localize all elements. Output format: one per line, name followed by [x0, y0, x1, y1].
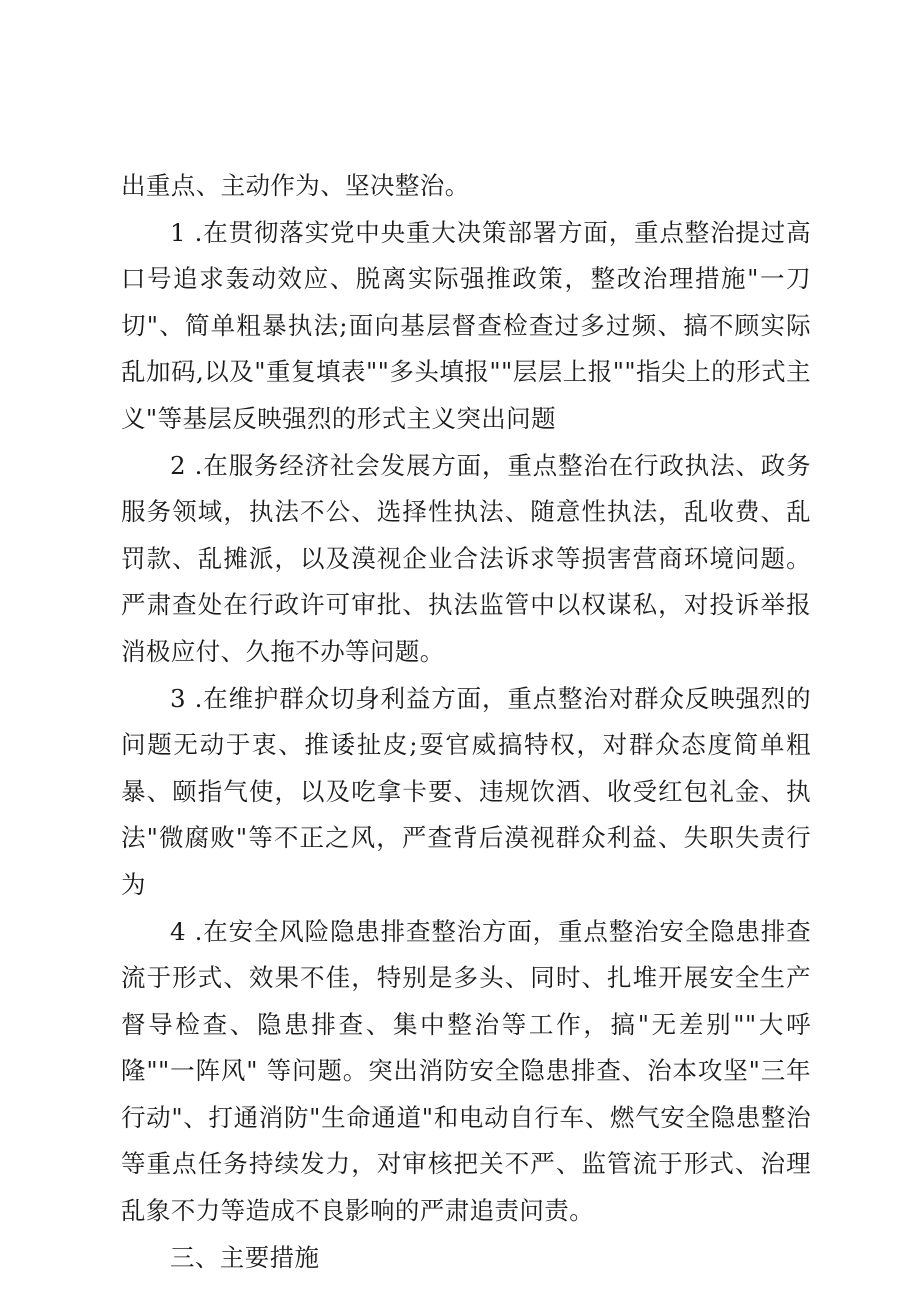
document-body	[121, 163, 811, 1281]
section-heading: 三、主要措施	[170, 1242, 320, 1272]
paragraph-continuation: 出重点、主动作为、坚决整治。	[121, 171, 470, 200]
paragraph-item-4: 4 .在安全风险隐患排查整治方面，重点整治安全隐患排查流于形式、效果不佳，特别是多头、同时、扎堆开展安全生产督导检查、隐患排查、集中整治等工作，搞"无差别""大呼隆""一阵风" 等问题。突出消防安全隐患排查、治本攻坚"三年行动"、打通消防"生命通道"和电动自行车、燃气安全隐患整治等重点任务持续发力，对审核把关不严、监管流于形式、治理乱象不力等造成不良影响的严肃追责问责。	[121, 916, 811, 1226]
paragraph-item-3: 3 .在维护群众切身利益方面，重点整治对群众反映强烈的问题无动于衷、推诿扯皮;耍官威搞特权，对群众态度简单粗暴、颐指气使，以及吃拿卡要、违规饮酒、收受红包礼金、执法"微腐败"等不正之风，严查背后漠视群众利益、失职失责行为	[121, 683, 811, 899]
paragraph-item-2: 2 .在服务经济社会发展方面，重点整治在行政执法、政务服务领域，执法不公、选择性执法、随意性执法，乱收费、乱罚款、乱摊派，以及漠视企业合法诉求等损害营商环境问题。严肃查处在行政许可审批、执法监管中以权谋私，对投诉举报消极应付、久拖不办等问题。	[121, 450, 811, 666]
paragraph-item-1: 1 .在贯彻落实党中央重大决策部署方面，重点整治提过高口号追求轰动效应、脱离实际强推政策，整改治理措施"一刀切"、简单粗暴执法;面向基层督查检查过多过频、搞不顾实际乱加码,以及"重复填表""多头填报""层层上报""指尖上的形式主义"等基层反映强烈的形式主义突出问题	[121, 217, 811, 433]
